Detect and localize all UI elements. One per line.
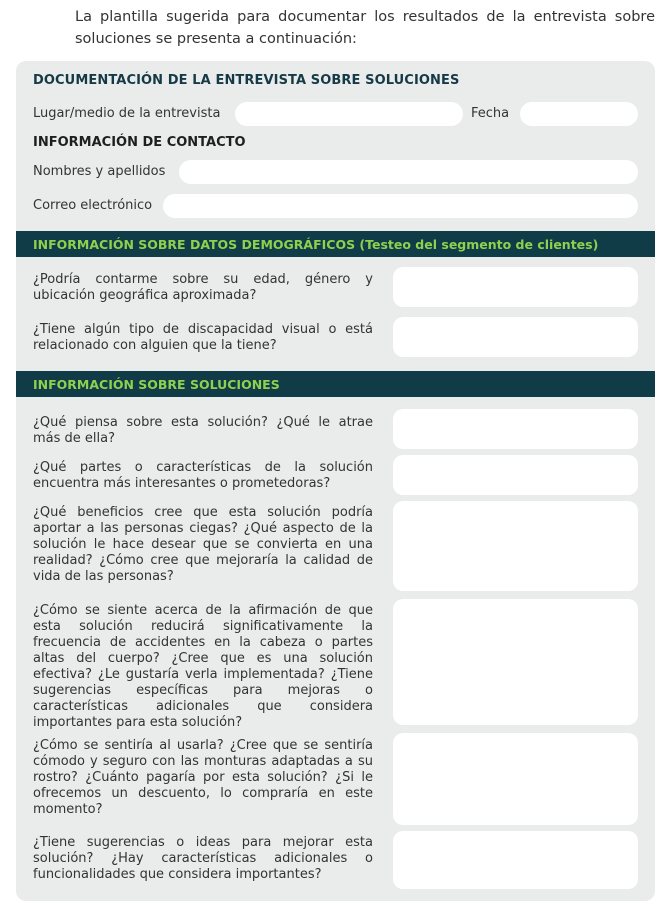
- solutions-question-1: ¿Qué piensa sobre esta solución? ¿Qué le atrae más de ella?: [33, 415, 373, 446]
- contact-heading: INFORMACIÓN DE CONTACTO: [33, 135, 246, 150]
- name-label: Nombres y apellidos: [33, 164, 166, 179]
- email-label: Correo electrónico: [33, 198, 153, 213]
- solutions-question-4: ¿Cómo se siente acerca de la afirmación de que esta solución reducirá significativamente la frecuencia de accidentes en la cabeza o partes altas del cuerpo? ¿Cree que es una solución efectiva? ¿Le gustaría verla implementada? ¿Tiene sugerencias específicas para mejoras o características adicionales que considera importantes para esta solución?: [33, 603, 373, 730]
- solutions-answer-4[interactable]: [393, 599, 638, 725]
- solutions-answer-5[interactable]: [393, 733, 638, 825]
- intro-paragraph: La plantilla sugerida para documentar los resultados de la entrevista sobre soluciones se presenta a continuación:: [75, 9, 655, 47]
- form-title: DOCUMENTACIÓN DE LA ENTREVISTA SOBRE SOLUCIONES: [33, 73, 460, 88]
- date-input[interactable]: [520, 102, 638, 126]
- demographics-section-header: [16, 231, 655, 257]
- demographics-question-2: ¿Tiene algún tipo de discapacidad visual o está relacionado con alguien que la tiene?: [33, 322, 373, 353]
- solutions-answer-3[interactable]: [393, 501, 638, 591]
- solutions-answer-6[interactable]: [393, 831, 638, 889]
- solutions-question-6: ¿Tiene sugerencias o ideas para mejorar esta solución? ¿Hay características adicionales o funcionalidades que considera importantes?: [33, 835, 373, 882]
- demographics-answer-2[interactable]: [393, 317, 638, 357]
- solutions-question-5: ¿Cómo se sentiría al usarla? ¿Cree que se sentiría cómodo y seguro con las monturas adaptadas a su rostro? ¿Cuánto pagaría por esta solución? ¿Si le ofrecemos un descuento, lo compraría en este momento?: [33, 738, 373, 817]
- solutions-question-2: ¿Qué partes o características de la solución encuentra más interesantes o prometedoras?: [33, 460, 373, 491]
- demographics-heading: INFORMACIÓN SOBRE DATOS DEMOGRÁFICOS (Testeo del segmento de clientes): [33, 237, 599, 252]
- email-input[interactable]: [163, 194, 638, 218]
- demographics-answer-1[interactable]: [393, 267, 638, 307]
- solutions-question-3: ¿Qué beneficios cree que esta solución podría aportar a las personas ciegas? ¿Qué aspecto de la solución le hace desear que se convierta en una realidad? ¿Cómo cree que mejoraría la calidad de vida de las personas?: [33, 505, 373, 584]
- solutions-heading: INFORMACIÓN SOBRE SOLUCIONES: [33, 377, 280, 392]
- solutions-section-header: [16, 371, 655, 397]
- demographics-question-1: ¿Podría contarme sobre su edad, género y ubicación geográfica aproximada?: [33, 272, 373, 303]
- place-label: Lugar/medio de la entrevista: [33, 106, 221, 121]
- solutions-answer-2[interactable]: [393, 455, 638, 495]
- date-label: Fecha: [471, 106, 510, 121]
- name-input[interactable]: [179, 160, 638, 184]
- solutions-answer-1[interactable]: [393, 409, 638, 449]
- interview-form-card: [16, 61, 655, 901]
- place-input[interactable]: [235, 102, 463, 126]
